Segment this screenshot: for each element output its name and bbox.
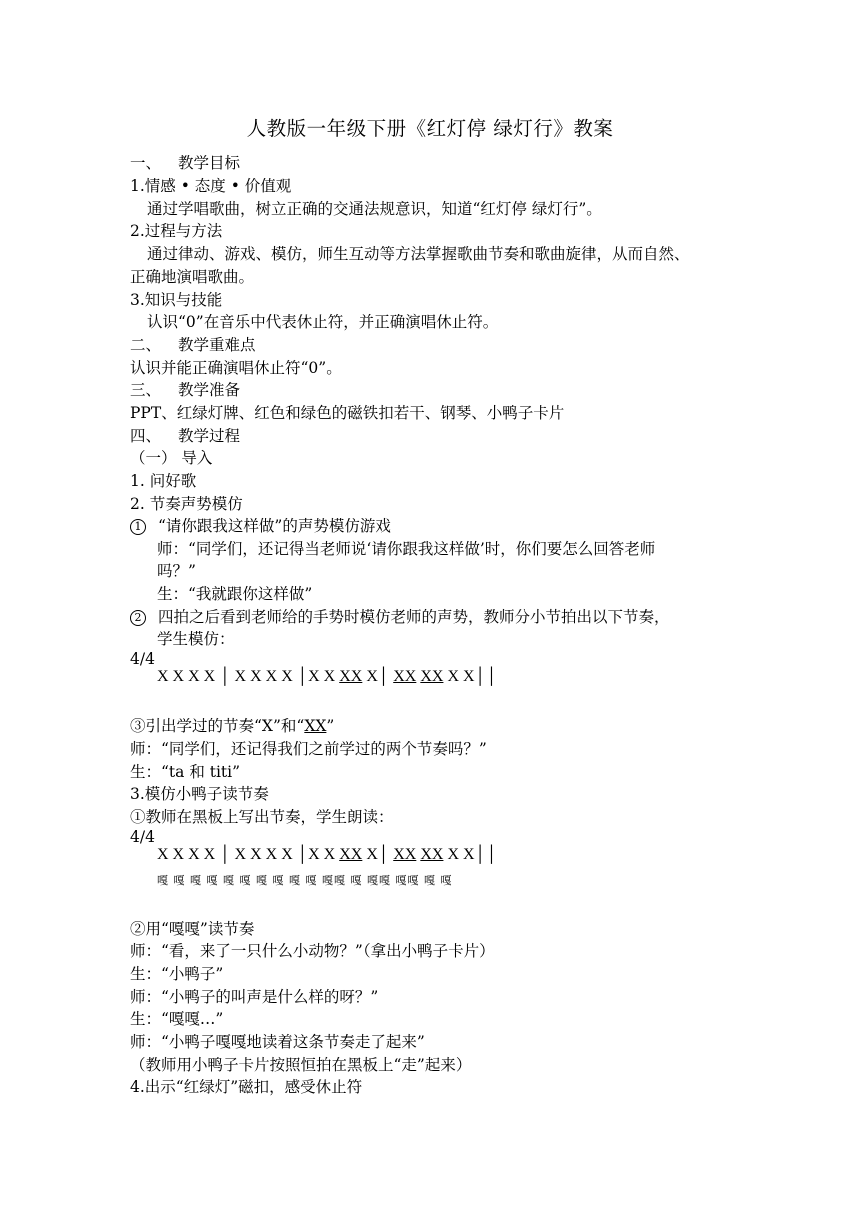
section-2-text: 认识并能正确演唱休止符“0”。 <box>130 359 342 377</box>
section-number: 四、 <box>130 427 162 445</box>
step-4: 4.出示“红绿灯”磁扣，感受休止符 <box>130 1078 363 1096</box>
goal-2-heading: 2.过程与方法 <box>130 222 223 240</box>
section-label: 教学重难点 <box>178 336 256 354</box>
closing-quote: ” <box>326 717 335 735</box>
subsection-heading: （一） 导入 <box>130 449 213 467</box>
goal-1-text: 通过学唱歌曲，树立正确的交通法规意识，知道“红灯停 绿灯行”。 <box>147 200 602 218</box>
goal-3-heading: 3.知识与技能 <box>130 291 223 309</box>
step-2: 2. 节奏声势模仿 <box>130 495 243 513</box>
dialogue-line: 生：“ta 和 titi” <box>130 763 241 781</box>
time-signature: 4/4 <box>130 650 155 668</box>
dialogue-line: 生：“小鸭子” <box>130 965 224 983</box>
rhythm-eighth-pair: XX <box>420 846 444 863</box>
dialogue-line: 师：“同学们，还记得我们之前学过的两个节奏吗？” <box>130 740 487 758</box>
circled-number: 1 <box>130 519 146 535</box>
rhythm-measure: X│ <box>362 668 394 685</box>
rhythm-measure: X X <box>308 846 340 863</box>
circled-item-1 <box>130 514 391 536</box>
time-signature: 4/4 <box>130 828 155 846</box>
dialogue-line: 生：“嘎嘎…” <box>130 1010 224 1028</box>
dialogue-line: 师：“同学们，还记得当老师说‘请你跟我这样做’时，你们要怎么回答老师 <box>157 540 656 558</box>
section-heading-1 <box>130 151 240 173</box>
step-3-item-2: ②用“嘎嘎”读节奏 <box>130 920 255 938</box>
rhythm-measure: X X X X │ X X X X │ <box>157 846 309 863</box>
dialogue-line: 师：“看，来了一只什么小动物？”（拿出小鸭子卡片） <box>130 942 495 960</box>
step-3: 3.模仿小鸭子读节奏 <box>130 785 269 803</box>
circled-item-text: “请你跟我这样做”的声势模仿游戏 <box>158 517 391 535</box>
circled-item-2 <box>130 605 670 627</box>
section-label: 教学目标 <box>178 154 241 172</box>
section-number: 三、 <box>130 381 162 399</box>
rhythm-measure: X X││ <box>443 846 498 863</box>
rhythm-notation <box>157 846 497 864</box>
section-3-text: PPT、红绿灯牌、红色和绿色的磁铁扣若干、钢琴、小鸭子卡片 <box>130 404 565 422</box>
rhythm-measure: X X X X │ X X X X │ <box>157 668 309 685</box>
rhythm-measure: X X <box>308 668 340 685</box>
circled-item-text-cont: 学生模仿： <box>157 630 235 648</box>
dialogue-line: 生：“我就跟你这样做” <box>157 585 313 603</box>
stage-direction: （教师用小鸭子卡片按照恒拍在黑板上“走”起来） <box>130 1056 472 1074</box>
dialogue-line: 师：“小鸭子的叫声是什么样的呀？” <box>130 988 379 1006</box>
rhythm-measure: X│ <box>362 846 394 863</box>
rhythm-eighth-pair: XX <box>339 846 363 863</box>
goal-1-heading: 1.情感 • 态度 • 价值观 <box>130 177 292 195</box>
section-number: 二、 <box>130 336 162 354</box>
dialogue-line-cont: 吗？” <box>157 562 196 580</box>
rhythm-eighth-pair: XX <box>393 668 417 685</box>
section-heading-2 <box>130 333 256 355</box>
section-label: 教学过程 <box>178 427 241 445</box>
section-label: 教学准备 <box>178 381 241 399</box>
rhythm-notation <box>157 668 497 686</box>
circled-item-text: 四拍之后看到老师给的手势时模仿老师的声势，教师分小节拍出以下节奏， <box>158 608 670 626</box>
rhythm-syllables: 嘎 嘎 嘎 嘎 嘎 嘎 嘎 嘎 嘎 嘎 嘎嘎 嘎 嘎嘎 嘎嘎 嘎 嘎 <box>157 874 453 887</box>
section-heading-3 <box>130 378 240 400</box>
section-heading-4 <box>130 424 240 446</box>
rhythm-eighth-pair: XX <box>304 717 327 735</box>
step-1: 1. 问好歌 <box>130 472 197 490</box>
document-title: 人教版一年级下册《红灯停 绿灯行》教案 <box>246 117 614 140</box>
step-3-item-1: ①教师在黑板上写出节奏，学生朗读： <box>130 808 394 826</box>
dialogue-line: 师：“小鸭子嘎嘎地读着这条节奏走了起来” <box>130 1033 425 1051</box>
goal-2-text: 通过律动、游戏、模仿，师生互动等方法掌握歌曲节奏和歌曲旋律，从而自然、 <box>147 245 690 263</box>
goal-2-text-cont: 正确地演唱歌曲。 <box>130 268 255 286</box>
rhythm-eighth-pair: XX <box>393 846 417 863</box>
circled-item-text: ③引出学过的节奏“X”和“ <box>130 717 305 735</box>
rhythm-eighth-pair: XX <box>420 668 444 685</box>
circled-item-3 <box>130 714 334 736</box>
goal-3-text: 认识“0”在音乐中代表休止符，并正确演唱休止符。 <box>147 313 499 331</box>
rhythm-eighth-pair: XX <box>339 668 363 685</box>
circled-number: 2 <box>130 610 146 626</box>
rhythm-measure: X X││ <box>443 668 498 685</box>
section-number: 一、 <box>130 154 162 172</box>
